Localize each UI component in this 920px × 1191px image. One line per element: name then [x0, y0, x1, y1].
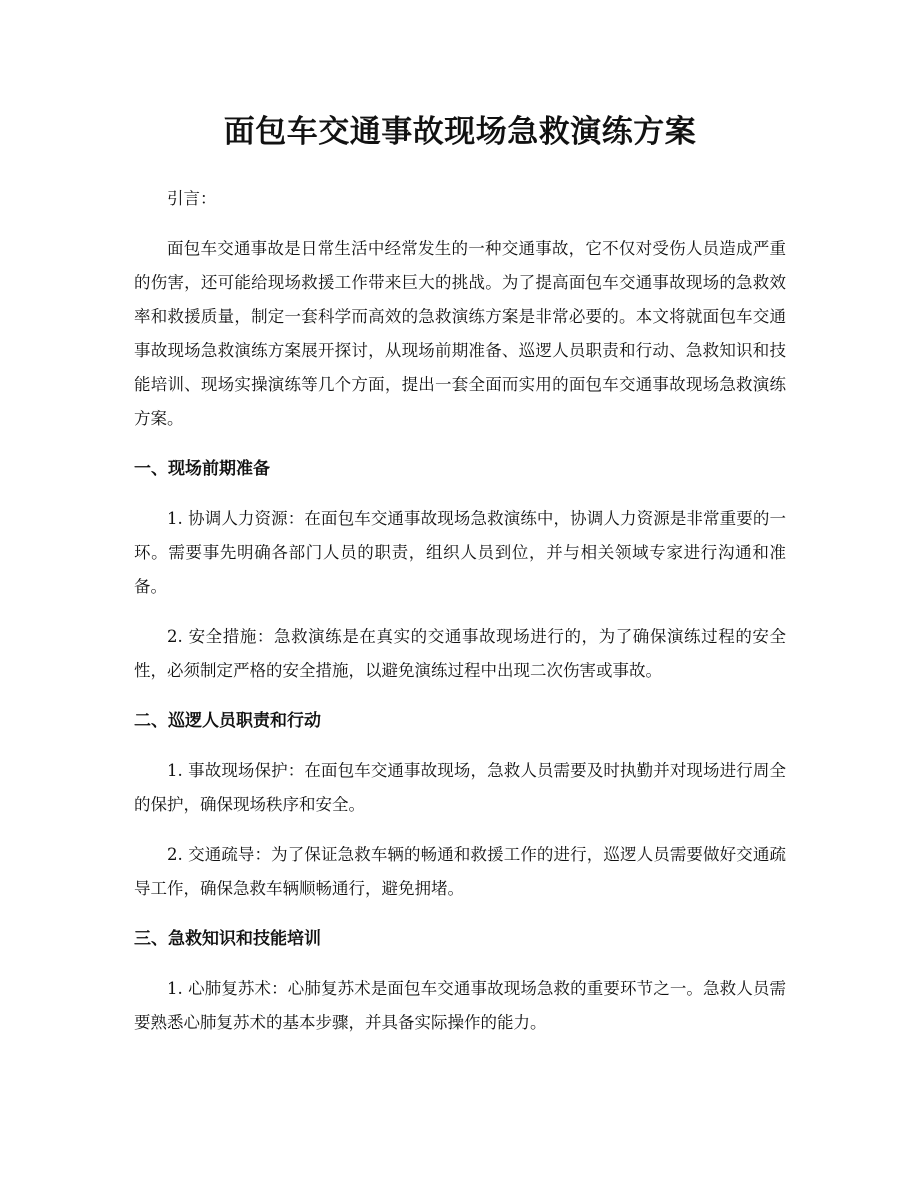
section-2	[134, 704, 786, 906]
intro-label: 引言：	[167, 189, 217, 208]
document-body	[134, 182, 786, 1056]
section-3	[134, 922, 786, 1040]
section-heading: 一、现场前期准备	[134, 459, 270, 479]
section-paragraph: 2. 交通疏导：为了保证急救车辆的畅通和救援工作的进行，巡逻人员需要做好交通疏导工作，确保急救车辆顺畅通行，避免拥堵。	[134, 845, 786, 898]
section-paragraph: 1. 协调人力资源：在面包车交通事故现场急救演练中，协调人力资源是非常重要的一环。需要事先明确各部门人员的职责，组织人员到位，并与相关领域专家进行沟通和准备。	[134, 509, 786, 596]
section-1	[134, 452, 786, 688]
section-paragraph: 1. 心肺复苏术：心肺复苏术是面包车交通事故现场急救的重要环节之一。急救人员需要熟悉心肺复苏术的基本步骤，并具备实际操作的能力。	[134, 979, 786, 1032]
section-paragraph: 2. 安全措施：急救演练是在真实的交通事故现场进行的，为了确保演练过程的安全性，必须制定严格的安全措施，以避免演练过程中出现二次伤害或事故。	[134, 627, 786, 680]
section-heading: 二、巡逻人员职责和行动	[134, 711, 321, 731]
page-title: 面包车交通事故现场急救演练方案	[223, 114, 697, 150]
intro-paragraph: 面包车交通事故是日常生活中经常发生的一种交通事故，它不仅对受伤人员造成严重的伤害，还可能给现场救援工作带来巨大的挑战。为了提高面包车交通事故现场的急救效率和救援质量，制定一套科学而高效的急救演练方案是非常必要的。本文将就面包车交通事故现场急救演练方案展开探讨，从现场前期准备、巡逻人员职责和行动、急救知识和技能培训、现场实操演练等几个方面，提出一套全面而实用的面包车交通事故现场急救演练方案。	[134, 239, 786, 428]
section-heading: 三、急救知识和技能培训	[134, 929, 321, 949]
section-paragraph: 1. 事故现场保护：在面包车交通事故现场，急救人员需要及时执勤并对现场进行周全的保护，确保现场秩序和安全。	[134, 761, 786, 814]
